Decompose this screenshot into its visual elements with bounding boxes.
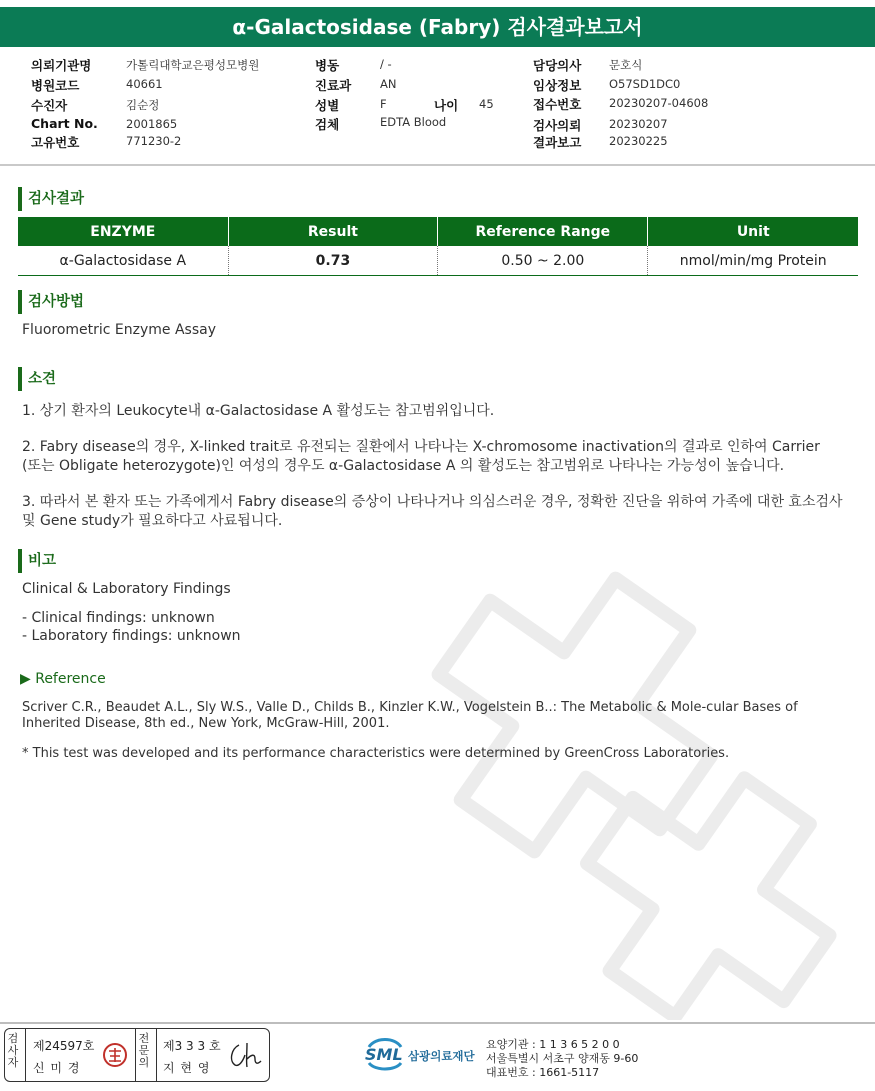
method-heading: 검사방법 [18, 290, 84, 314]
note-heading: 비고 [18, 549, 56, 573]
hospital-label: 의뢰기관명 [31, 58, 92, 73]
opinion-p2-line1: 2. Fabry disease의 경우, X-linked trait로 유전되는 질환에서 나타나는 X-chromosome inactivation의 결과로 인하여 Carrier [22, 439, 820, 455]
hospital-code-value: 40661 [126, 77, 163, 91]
opinion-p1: 1. 상기 환자의 Leukocyte내 α-Galactosidase A 활성도는 참고범위입니다. [22, 403, 495, 419]
patient-label: 수진자 [31, 98, 68, 113]
unit-cell: nmol/min/mg Protein [648, 246, 858, 276]
reference-line2: Inherited Disease, 8th ed., New York, McGraw-Hill, 2001. [22, 716, 390, 731]
note-line3: - Laboratory findings: unknown [22, 628, 241, 644]
method-text: Fluorometric Enzyme Assay [22, 322, 217, 338]
report-date-label: 결과보고 [533, 135, 582, 150]
chart-no-label: Chart No. [31, 116, 98, 131]
specialist-signature-icon [225, 1039, 263, 1071]
result-table [18, 217, 858, 276]
ward-value: / - [380, 57, 392, 71]
sex-value: F [380, 97, 387, 111]
specimen-label: 검체 [315, 117, 340, 132]
ward-label: 병동 [315, 58, 340, 73]
specimen-value: EDTA Blood [380, 115, 447, 129]
enzyme-cell: α-Galactosidase A [18, 246, 228, 276]
sex-label: 성별 [315, 98, 340, 113]
doctor-label: 담당의사 [533, 58, 582, 73]
reference-heading: ▶ Reference [20, 671, 106, 687]
clinical-info-label: 임상정보 [533, 78, 582, 93]
result-cell: 0.73 [228, 246, 438, 276]
opinion-p2-line2: (또는 Obligate heterozygote)인 여성의 경우도 α-Galactosidase A 의 활성도는 참고범위로 나타나는 가능성이 높습니다. [22, 458, 785, 474]
age-value: 45 [479, 97, 494, 111]
doctor-value: 문호식 [609, 58, 643, 72]
specialist-name: 지 현 영 [163, 1061, 211, 1075]
org-address: 서울특별시 서초구 양재동 9-60 [486, 1052, 639, 1065]
tester-license: 제24597호 [33, 1039, 95, 1053]
col-result: Result [228, 217, 438, 246]
signature-box [4, 1028, 270, 1082]
receipt-no-value: 20230207-04608 [609, 96, 709, 110]
unique-no-label: 고유번호 [31, 135, 80, 150]
age-label: 나이 [434, 98, 459, 113]
clinical-info-value: O57SD1DC0 [609, 77, 681, 91]
department-label: 진료과 [315, 78, 352, 93]
result-heading: 검사결과 [18, 187, 84, 211]
tester-label: 검사자 [7, 1032, 19, 1069]
opinion-p3-line1: 3. 따라서 본 환자 또는 가족에게서 Fabry disease의 증상이 나타나거나 의심스러운 경우, 정확한 진단을 위하여 가족에 대한 효소검사 [22, 494, 843, 510]
tester-name: 신 미 경 [33, 1061, 81, 1075]
opinion-heading: 소견 [18, 367, 56, 391]
disclaimer: * This test was developed and its performance characteristics were determined by GreenCross Laboratories. [22, 746, 730, 761]
reference-line1: Scriver C.R., Beaudet A.L., Sly W.S., Valle D., Childs B., Kinzler K.W., Vogelstein B..: The Metabolic & Mole-cular Bases of [22, 700, 798, 715]
opinion-p3-line2: 및 Gene study가 필요하다고 사료됩니다. [22, 513, 283, 529]
org-phone: 대표번호 : 1661-5117 [486, 1066, 600, 1079]
col-unit: Unit [648, 217, 858, 246]
hospital-code-label: 병원코드 [31, 78, 80, 93]
patient-value: 김순정 [126, 98, 160, 112]
footer-divider [0, 1022, 875, 1024]
chart-no-value: 2001865 [126, 117, 178, 131]
unique-no-value: 771230-2 [126, 134, 182, 148]
request-date-label: 검사의뢰 [533, 118, 582, 133]
sml-logo-text: SML [365, 1045, 403, 1064]
specialist-label: 전문의 [138, 1032, 150, 1069]
report-date-value: 20230225 [609, 134, 668, 148]
note-line2: - Clinical findings: unknown [22, 610, 215, 626]
header-divider [0, 164, 875, 166]
col-reference-range: Reference Range [438, 217, 648, 246]
range-cell: 0.50 ~ 2.00 [438, 246, 648, 276]
note-line1: Clinical & Laboratory Findings [22, 581, 231, 597]
table-row [18, 246, 858, 276]
request-date-value: 20230207 [609, 117, 668, 131]
col-enzyme: ENZYME [18, 217, 228, 246]
org-code: 요양기관 : 1 1 3 6 5 2 0 0 [486, 1038, 620, 1051]
specialist-license: 제3 3 3 호 [163, 1039, 221, 1053]
org-name: 삼광의료재단 [408, 1049, 475, 1063]
report-title: α-Galactosidase (Fabry) 검사결과보고서 [0, 7, 875, 47]
department-value: AN [380, 77, 397, 91]
tester-seal-icon [101, 1041, 129, 1069]
receipt-no-label: 접수번호 [533, 97, 582, 112]
hospital-value: 가톨릭대학교은평성모병원 [126, 58, 260, 72]
watermark-cross-shapes [380, 560, 875, 1020]
